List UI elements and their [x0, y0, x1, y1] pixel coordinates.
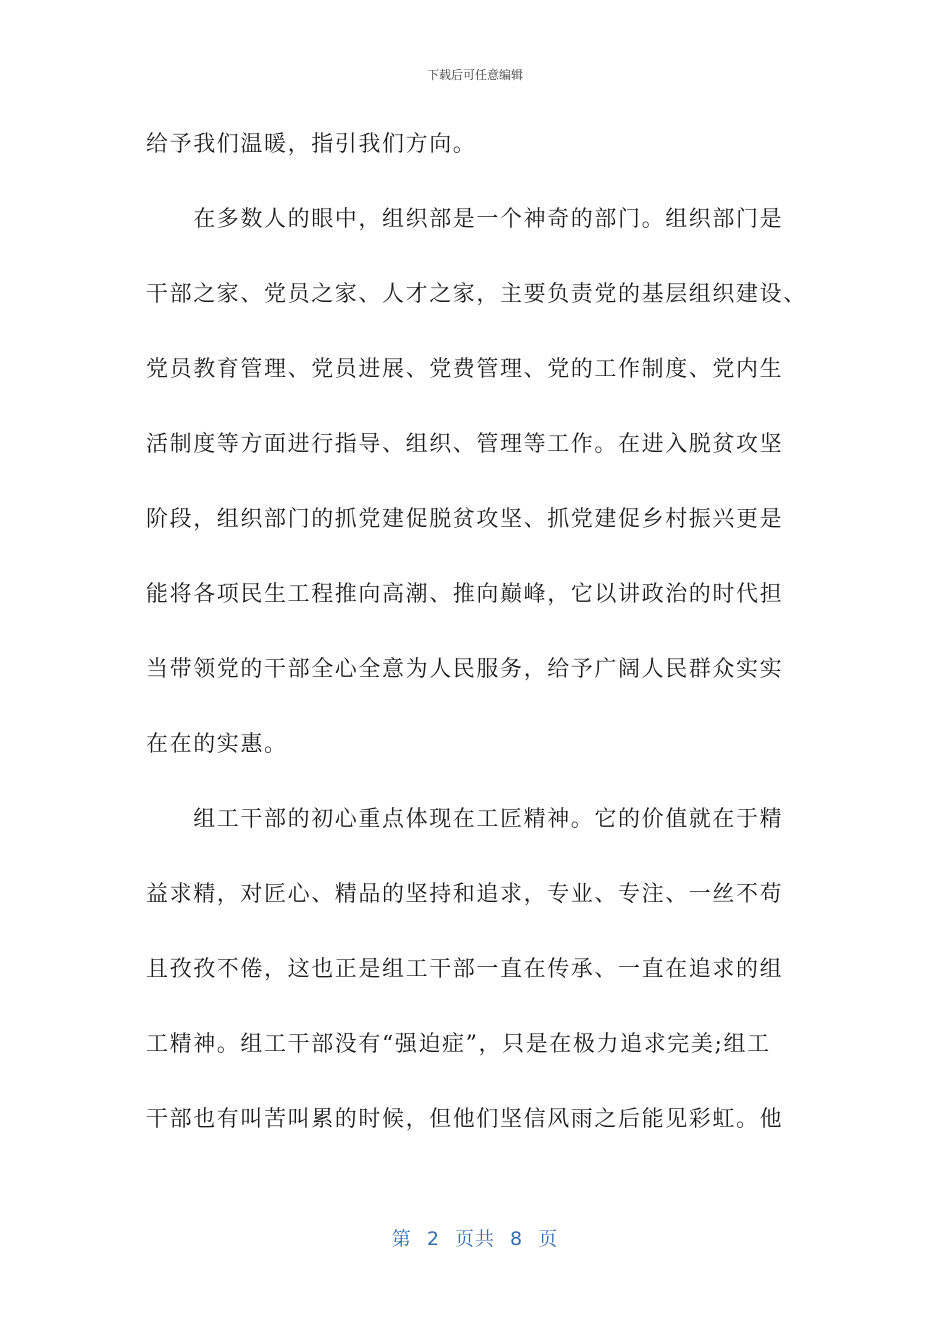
text-line: 在在的实惠。: [146, 732, 288, 757]
text-line: 当带领党的干部全心全意为人民服务，给予广阔人民群众实实: [146, 657, 784, 682]
text-line: 给予我们温暖，指引我们方向。: [146, 132, 477, 157]
text-line: 党员教育管理、党员进展、党费管理、党的工作制度、党内生: [146, 357, 784, 382]
page-middle: 页共: [454, 1228, 495, 1250]
header-note: 下载后可任意编辑: [426, 68, 523, 82]
text-line: 活制度等方面进行指导、组织、管理等工作。在进入脱贫攻坚: [146, 432, 784, 457]
text-line: 益求精，对匠心、精品的坚持和追求，专业、专注、一丝不苟: [146, 882, 784, 907]
text-line: 能将各项民生工程推向高潮、推向巅峰，它以讲政治的时代担: [146, 582, 784, 607]
document-body: [146, 112, 806, 1162]
text-line: 干部也有叫苦叫累的时候，但他们坚信风雨之后能见彩虹。他: [146, 1107, 784, 1132]
text-line: 阶段，组织部门的抓党建促脱贫攻坚、抓党建促乡村振兴更是: [146, 507, 784, 532]
text-line: 组工干部的初心重点体现在工匠精神。它的价值就在于精: [146, 807, 784, 832]
text-line: 且孜孜不倦，这也正是组工干部一直在传承、一直在追求的组: [146, 957, 784, 982]
page-suffix: 页: [538, 1228, 559, 1250]
text-line: 在多数人的眼中，组织部是一个神奇的部门。组织部门是: [146, 207, 784, 232]
current-page: 2: [426, 1228, 440, 1250]
page-prefix: 第: [391, 1228, 412, 1250]
text-line: 工精神。组工干部没有“强迫症”，只是在极力追求完美;组工: [146, 1032, 771, 1057]
page-number-footer: [0, 1224, 950, 1251]
text-line: 干部之家、党员之家、人才之家，主要负责党的基层组织建设、: [146, 282, 807, 307]
total-pages: 8: [510, 1228, 524, 1250]
